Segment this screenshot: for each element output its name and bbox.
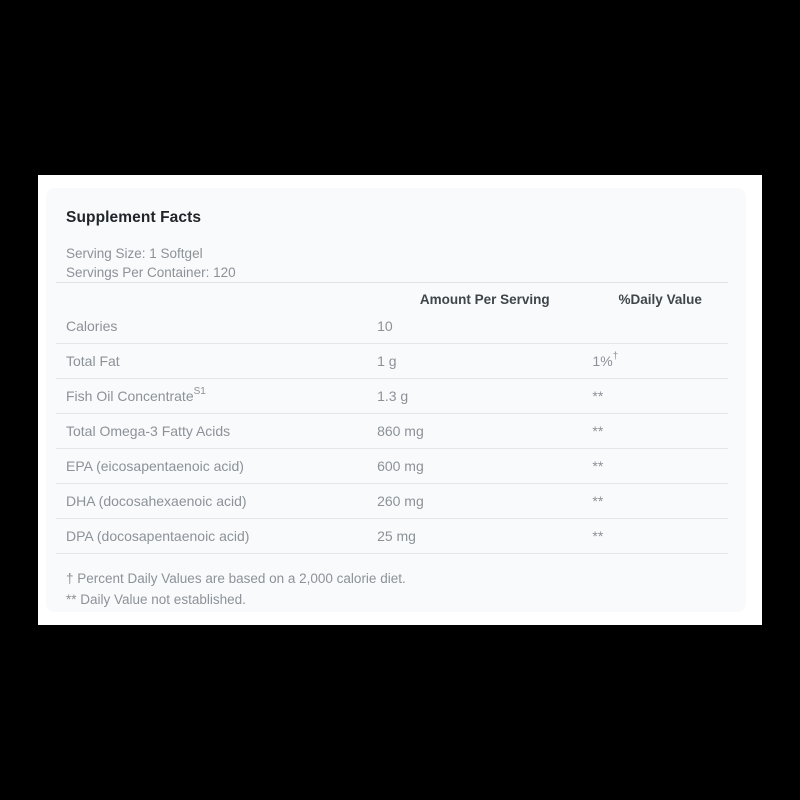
table-row xyxy=(56,309,728,344)
row-daily-value: ** xyxy=(592,528,604,544)
table-row xyxy=(56,379,728,414)
row-label: Total Fat xyxy=(66,353,120,369)
panel-title: Supplement Facts xyxy=(66,209,202,226)
row-daily-value: 1%† xyxy=(592,351,619,369)
row-amount: 1.3 g xyxy=(377,388,409,404)
table-row xyxy=(56,449,728,484)
serving-info xyxy=(56,244,728,283)
row-amount: 260 mg xyxy=(377,493,424,509)
table-row xyxy=(56,484,728,519)
footnote-daily-value: † Percent Daily Values are based on a 2,000 calorie diet. xyxy=(66,571,406,586)
page-background xyxy=(38,175,762,625)
superscript: S1 xyxy=(193,386,206,398)
row-label: DHA (docosahexaenoic acid) xyxy=(66,493,247,509)
row-amount: 860 mg xyxy=(377,423,424,439)
column-header-spacer xyxy=(56,293,377,307)
row-daily-value: ** xyxy=(592,493,604,509)
table-header-row xyxy=(56,293,728,307)
row-label: Calories xyxy=(66,318,118,334)
column-header-daily-value: %Daily Value xyxy=(618,292,702,307)
row-label: DPA (docosapentaenoic acid) xyxy=(66,528,250,544)
table-row xyxy=(56,344,728,379)
column-header-amount: Amount Per Serving xyxy=(419,292,550,307)
table-body xyxy=(56,309,728,554)
servings-per-container: Servings Per Container: 120 xyxy=(66,265,236,280)
row-amount: 10 xyxy=(377,318,393,334)
superscript: † xyxy=(612,351,619,363)
table-row xyxy=(56,414,728,449)
row-label: Fish Oil Concentrate$^{S1}$ xyxy=(66,386,206,404)
row-amount: 1 g xyxy=(377,353,397,369)
footnotes xyxy=(56,568,728,610)
row-label: EPA (eicosapentaenoic acid) xyxy=(66,458,244,474)
supplement-facts-panel xyxy=(46,188,746,612)
row-amount: 25 mg xyxy=(377,528,416,544)
serving-size: Serving Size: 1 Softgel xyxy=(66,246,203,261)
row-daily-value: ** xyxy=(592,423,604,439)
row-amount: 600 mg xyxy=(377,458,424,474)
row-daily-value: ** xyxy=(592,458,604,474)
row-label: Total Omega-3 Fatty Acids xyxy=(66,423,231,439)
row-daily-value: ** xyxy=(592,388,604,404)
table-row xyxy=(56,519,728,554)
footnote-not-established: ** Daily Value not established. xyxy=(66,592,246,607)
